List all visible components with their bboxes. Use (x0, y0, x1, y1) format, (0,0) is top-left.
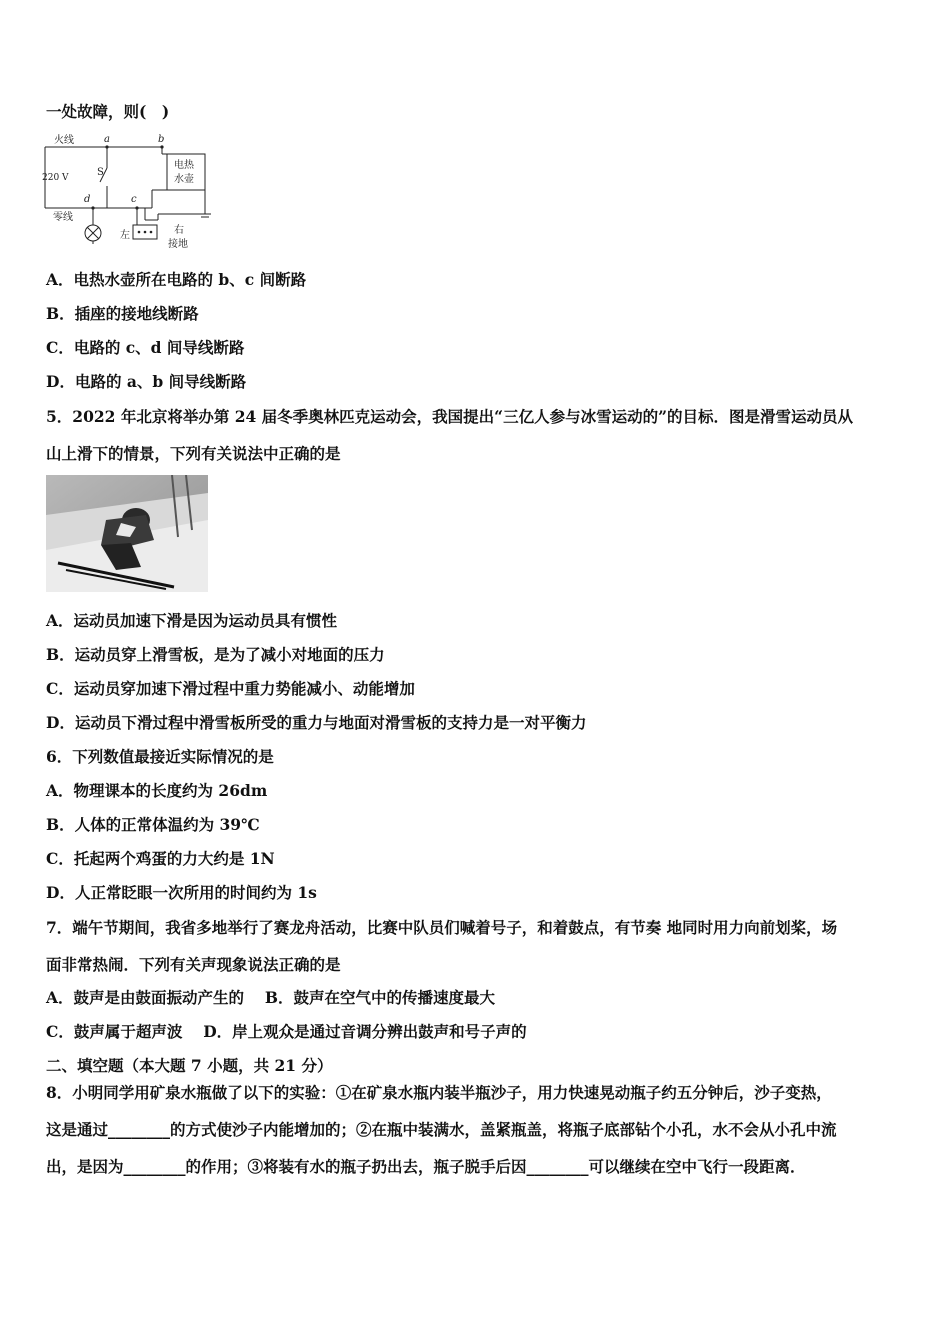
q5-option-a: A．运动员加速下滑是因为运动员具有惯性 (46, 611, 338, 630)
q5-stem-line-1: 5．2022 年北京将举办第 24 届冬季奥林匹克运动会，我国提出“三亿人参与冰雪运动的”的目标．图是滑雪运动员从 (46, 407, 854, 426)
q8-line-2: 这是通过________的方式使沙子内能增加的；②在瓶中装满水，盖紧瓶盖，将瓶子底部钻个小孔，水不会从小孔中流 (46, 1120, 837, 1139)
q5-stem-line-2: 山上滑下的情景，下列有关说法中正确的是 (46, 444, 341, 463)
label-neutral-line: 零线 (53, 212, 73, 223)
q7-stem-line-1: 7．端午节期间，我省多地举行了赛龙舟活动，比赛中队员们喊着号子，和着鼓点，有节奏 地同时用力向前划桨，场 (46, 918, 838, 937)
label-c: c (131, 194, 137, 205)
q6-stem: 6．下列数值最接近实际情况的是 (46, 747, 274, 766)
q6-option-b: B．人体的正常体温约为 39℃ (46, 815, 260, 834)
q4-stem-tail: 一处故障，则( ) (46, 102, 170, 121)
q6-option-d: D．人正常眨眼一次所用的时间约为 1s (46, 883, 317, 902)
skier-photo (46, 475, 208, 592)
q4-option-b: B．插座的接地线断路 (46, 304, 199, 323)
q4-option-c: C．电路的 c、d 间导线断路 (46, 338, 245, 357)
label-d: d (84, 194, 91, 205)
circuit-diagram (40, 130, 215, 255)
label-ground: 接地 (168, 239, 188, 250)
label-left: 左 (120, 230, 130, 241)
q8-line-1: 8．小明同学用矿泉水瓶做了以下的实验：①在矿泉水瓶内装半瓶沙子，用力快速晃动瓶子约五分钟后，沙子变热， (46, 1083, 832, 1102)
q7-options-row-1: A．鼓声是由鼓面振动产生的 B．鼓声在空气中的传播速度最大 (46, 988, 496, 1007)
q8-line-3: 出，是因为________的作用；③将装有水的瓶子扔出去，瓶子脱手后因________可以继续在空中飞行一段距离． (46, 1157, 806, 1176)
label-kettle-2: 水壶 (174, 174, 194, 185)
section-heading-fill-in: 二、填空题（本大题 7 小题，共 21 分） (46, 1056, 333, 1075)
q7-options-row-2: C．鼓声属于超声波 D．岸上观众是通过音调分辨出鼓声和号子声的 (46, 1022, 527, 1041)
label-fire-line: 火线 (54, 135, 74, 146)
q4-option-d: D．电路的 a、b 间导线断路 (46, 372, 247, 391)
label-voltage: 220 V (42, 173, 69, 183)
q5-option-d: D．运动员下滑过程中滑雪板所受的重力与地面对滑雪板的支持力是一对平衡力 (46, 713, 587, 732)
label-right: 右 (174, 225, 184, 236)
label-a: a (104, 134, 110, 145)
label-kettle-1: 电热 (174, 160, 194, 171)
q5-option-c: C．运动员穿加速下滑过程中重力势能减小、动能增加 (46, 679, 415, 698)
label-b: b (158, 134, 165, 145)
label-switch: S (97, 167, 104, 178)
q7-stem-line-2: 面非常热闹．下列有关声现象说法正确的是 (46, 955, 341, 974)
q6-option-c: C．托起两个鸡蛋的力大约是 1N (46, 849, 275, 868)
q6-option-a: A．物理课本的长度约为 26dm (46, 781, 268, 800)
q5-option-b: B．运动员穿上滑雪板，是为了减小对地面的压力 (46, 645, 385, 664)
q4-option-a: A．电热水壶所在电路的 b、c 间断路 (46, 270, 307, 289)
